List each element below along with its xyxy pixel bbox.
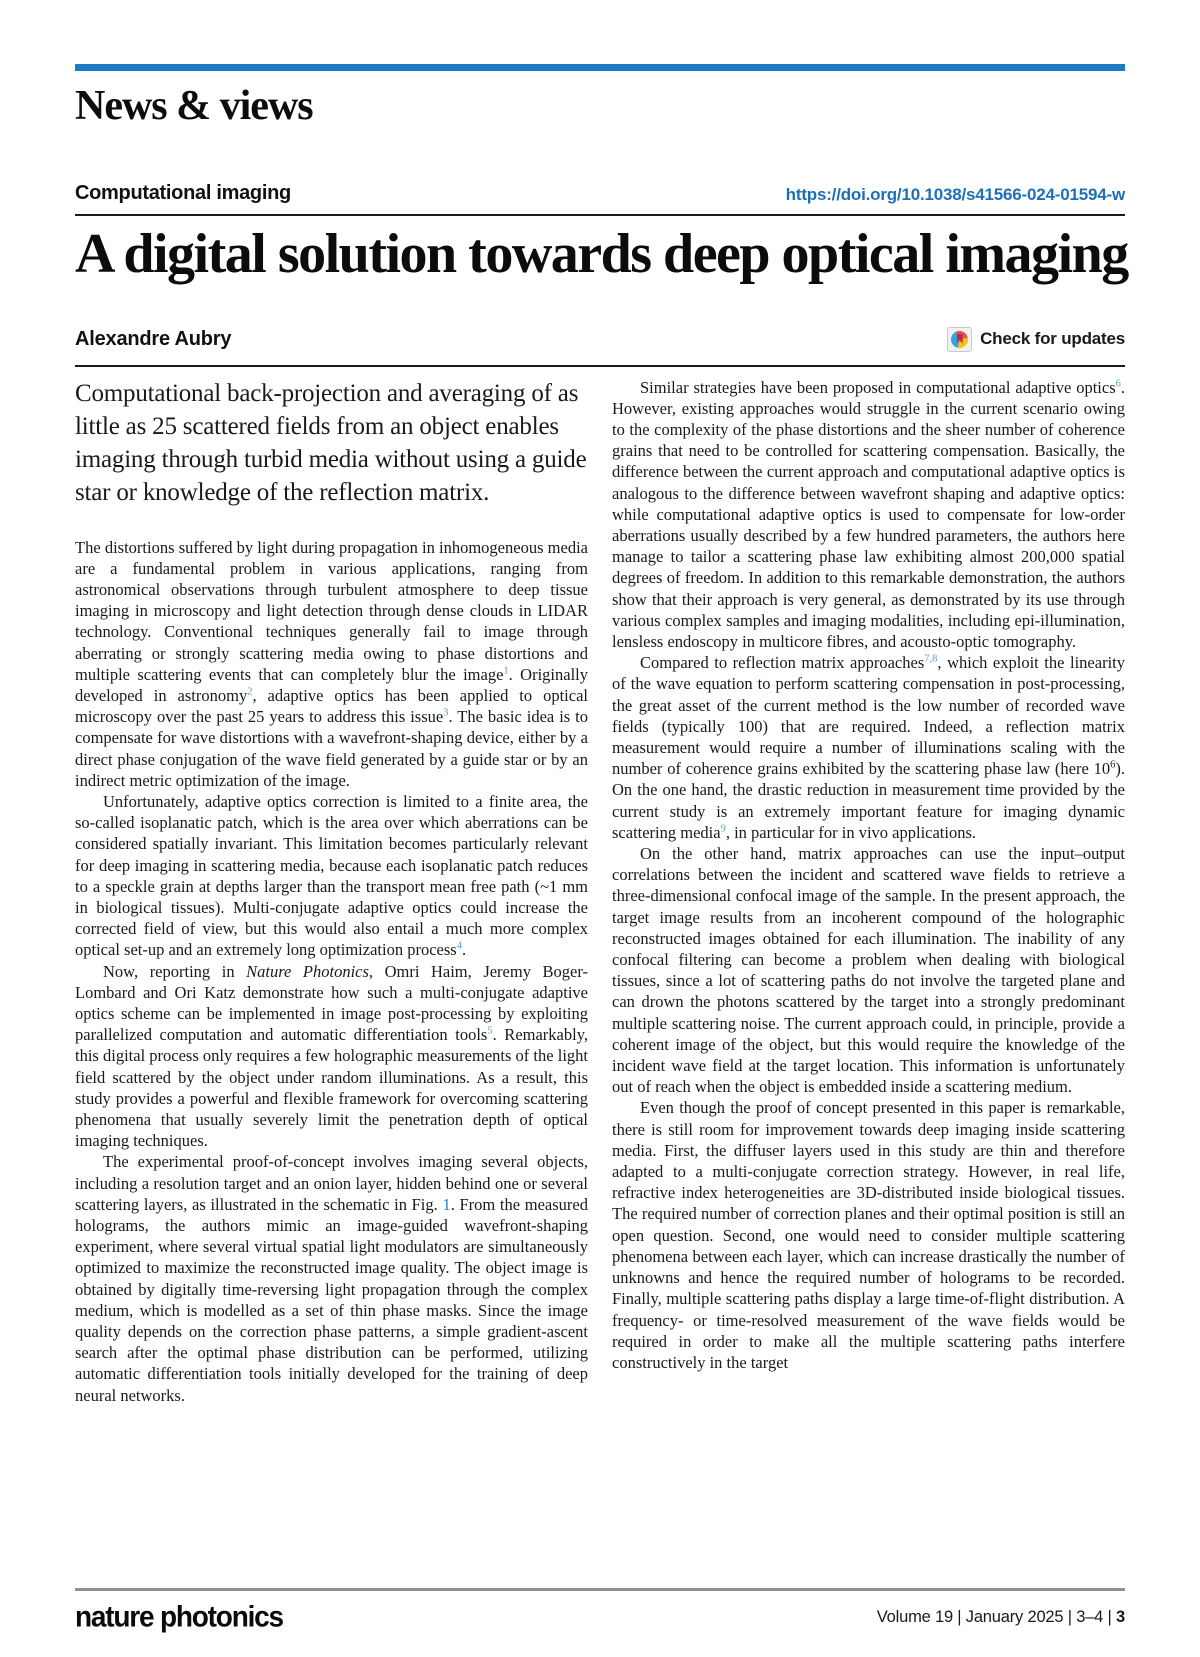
crossmark-icon [947, 327, 972, 352]
left-column [75, 377, 588, 1517]
text-segment: , adaptive optics has been applied to optical microscopy over the past 25 years to address this issue [75, 685, 588, 727]
article-title: A digital solution towards deep optical imaging [75, 223, 1128, 286]
footer-divider [75, 1588, 1125, 1591]
volume-info [877, 1608, 1125, 1627]
superscript: 6 [1110, 759, 1116, 771]
article-body [75, 377, 1125, 1517]
author-row [75, 327, 1125, 352]
text-segment: Nature Photonics [246, 961, 369, 981]
text-segment: ). On the one hand, the drastic reduction in measurement time provided by the current study is an extremely important feature for imaging dynamic scattering media [612, 759, 1125, 842]
author-name: Alexandre Aubry [75, 327, 232, 350]
text-segment: . [461, 940, 467, 960]
reference-link[interactable]: 3 [443, 707, 449, 719]
reference-link[interactable]: 6 [1115, 378, 1121, 390]
body-paragraph [612, 1097, 1125, 1373]
category-row [75, 182, 1125, 205]
section-title: News & views [75, 83, 313, 129]
text-segment: The distortions suffered by light during propagation in inhomogeneous media are a fundamental problem in various applications, ranging from astronomical observations through turbulent atmosphere to deep tissue imaging in microscopy and light detection through dense clouds in LIDAR technology. Conventional techniques generally fail to image through aberrating or strongly scattering media owing to phase distortions and multiple scattering events that can completely blur the image [75, 537, 588, 684]
body-paragraph [75, 961, 588, 1152]
text-segment: , in particular for in vivo applications. [725, 822, 977, 842]
body-paragraph [612, 377, 1125, 653]
check-for-updates-button[interactable] [947, 327, 1125, 352]
text-segment: . Originally developed in astronomy [75, 664, 588, 705]
text-segment: Even though the proof of concept presented in this paper is remarkable, there is still room for improvement towards deep imaging inside scattering media. First, the diffuser layers used in this study are thin and therefore adapted to a multi-conjugate correction strategy. However, in real life, refractive index heterogeneities are 3D-distributed inside biological tissues. The required number of correction planes and their optimal position is still an open question. Second, one would need to consider multiple scattering phenomena between each layer, which can increase drastically the number of unknowns and hence the required number of holograms to be recorded. Finally, multiple scattering paths display a large time-of-flight distribution. A frequency- or time-resolved measurement of the wave fields would be required in order to make all the multiple scattering paths interfere constructively in the target [612, 1098, 1125, 1372]
body-paragraph [75, 537, 588, 791]
article-page [0, 64, 1200, 1657]
text-segment: . Remarkably, this digital process only requires a few holographic measurements of the light field scattered by the object under random illuminations. As a result, this study provides a powerful and flexible framework for overcoming scattering phenomena that usually severely limit the penetration depth of optical imaging techniques. [75, 1025, 588, 1151]
page-number: 3 [1116, 1607, 1125, 1626]
figure-link[interactable]: 1 [442, 1194, 451, 1214]
check-for-updates-label: Check for updates [980, 329, 1125, 349]
body-paragraph [75, 1151, 588, 1405]
journal-logotype: nature photonics [75, 1600, 283, 1633]
left-column-paragraphs [75, 537, 588, 1406]
text-segment: Compared to reflection matrix approaches [640, 653, 925, 673]
author-divider [75, 365, 1125, 367]
body-paragraph [612, 843, 1125, 1097]
reference-link[interactable]: 7,8 [924, 653, 938, 665]
reference-link[interactable]: 1 [503, 665, 509, 677]
reference-link[interactable]: 5 [487, 1025, 493, 1037]
text-segment: , Omri Haim, Jeremy Boger-Lombard and Ori Katz demonstrate how such a multi-conjugate adaptive optics scheme can be implemented in image post-processing by exploiting parallelized computation and automatic differentiation tools [75, 961, 589, 1045]
text-segment: The experimental proof-of-concept involves imaging several objects, including a resolution target and an onion layer, hidden behind one or several scattering layers, as illustrated in the schematic in Fig. [75, 1152, 588, 1214]
reference-link[interactable]: 4 [456, 940, 462, 952]
text-segment: Now, reporting in [103, 961, 247, 981]
text-segment: . The basic idea is to compensate for wave distortions with a wavefront-shaping device, either by a direct phase conjugation of the wave field generated by a guide star or by an indirect metric optimization of the image. [75, 707, 589, 790]
reference-link[interactable]: 2 [247, 686, 253, 698]
standfirst: Computational back-projection and averaging of as little as 25 scattered fields from an object enables imaging through turbid media without using a guide star or knowledge of the reflection matrix. [75, 379, 587, 506]
body-paragraph [75, 791, 588, 961]
text-segment: , which exploit the linearity of the wave equation to perform scattering compensation in post-processing, the great asset of the current method is the low number of recorded wave fields (typically 100) that are required. Indeed, a reflection matrix measurement would require a number of illuminations scaling with the number of coherence grains exhibited by the scattering phase law (here 10 [612, 653, 1125, 779]
text-segment: Similar strategies have been proposed in computational adaptive optics [640, 377, 1116, 397]
body-paragraph [612, 652, 1125, 843]
volume-text: Volume 19 | January 2025 | 3–4 | [876, 1607, 1117, 1626]
text-segment: Unfortunately, adaptive optics correction is limited to a finite area, the so-called isoplanatic patch, which is the area over which aberrations can be considered spatially invariant. This limitation becomes particularly relevant for deep imaging in scattering media, because each isoplanatic patch reduces to a speckle grain at depths larger than the transport mean free path (~1 mm in biological tissues). Multi-conjugate adaptive optics could increase the corrected field of view, but this would also entail a much more complex optical set-up and an extremely long optimization process [75, 792, 588, 960]
text-segment: . However, existing approaches would struggle in the current scenario owing to the complexity of the phase distortions and the sheer number of coherence grains that need to be controlled for scattering compensation. Basically, the difference between the current approach and computational adaptive optics is analogous to the difference between wavefront shaping and adaptive optics: while computational adaptive optics is used to compensate for low-order aberrations usually described by a few hundred parameters, the authors here manage to tailor a scattering phase law exhibiting almost 200,000 spatial degrees of freedom. In addition to this remarkable demonstration, the authors show that their approach is very general, as demonstrated by its use through various complex samples and imaging modalities, including epi-illumination, lensless endoscopy in multicore fibres, and acousto-optic tomography. [612, 377, 1125, 651]
text-segment: . From the measured holograms, the authors mimic an image-guided wavefront-shaping experiment, where several virtual spatial light modulators are simultaneously optimized to maximize the reconstructed image quality. The object image is obtained by digitally time-reversing light propagation through the complex medium, which is modelled as a set of thin phase masks. Since the image quality depends on the correction phase patterns, a simple gradient-ascent search after the optimal phase distribution can be performed, utilizing automatic differentiation tools initially developed for the training of deep neural networks. [75, 1194, 588, 1405]
header-divider [75, 214, 1125, 216]
article-category: Computational imaging [75, 182, 291, 205]
reference-link[interactable]: 9 [720, 823, 726, 835]
text-segment: On the other hand, matrix approaches can use the input–output correlations between the incident and scattered wave fields to retrieve a three-dimensional confocal image of the sample. In the present approach, the target image results from an incoherent compound of the holographic reconstructed images obtained for each illumination. The inability of any confocal filtering can become a problem when dealing with biological tissues, since a lot of scattering paths do not involve the targeted plane and can drown the photons scattered by the target into a strongly predominant multiple scattering noise. The current approach could, in principle, provide a coherent image of the object, but this would require the knowledge of the incident wave field at the target location. This information is unfortunately out of reach when the object is embedded inside a scattering medium. [612, 844, 1125, 1097]
page-footer [75, 1588, 1125, 1633]
doi-link[interactable]: https://doi.org/10.1038/s41566-024-01594-w [785, 185, 1125, 205]
top-blue-rule [75, 64, 1125, 71]
right-column-paragraphs [612, 377, 1125, 1374]
right-column [612, 377, 1125, 1517]
crossmark-circle-icon [951, 331, 968, 348]
